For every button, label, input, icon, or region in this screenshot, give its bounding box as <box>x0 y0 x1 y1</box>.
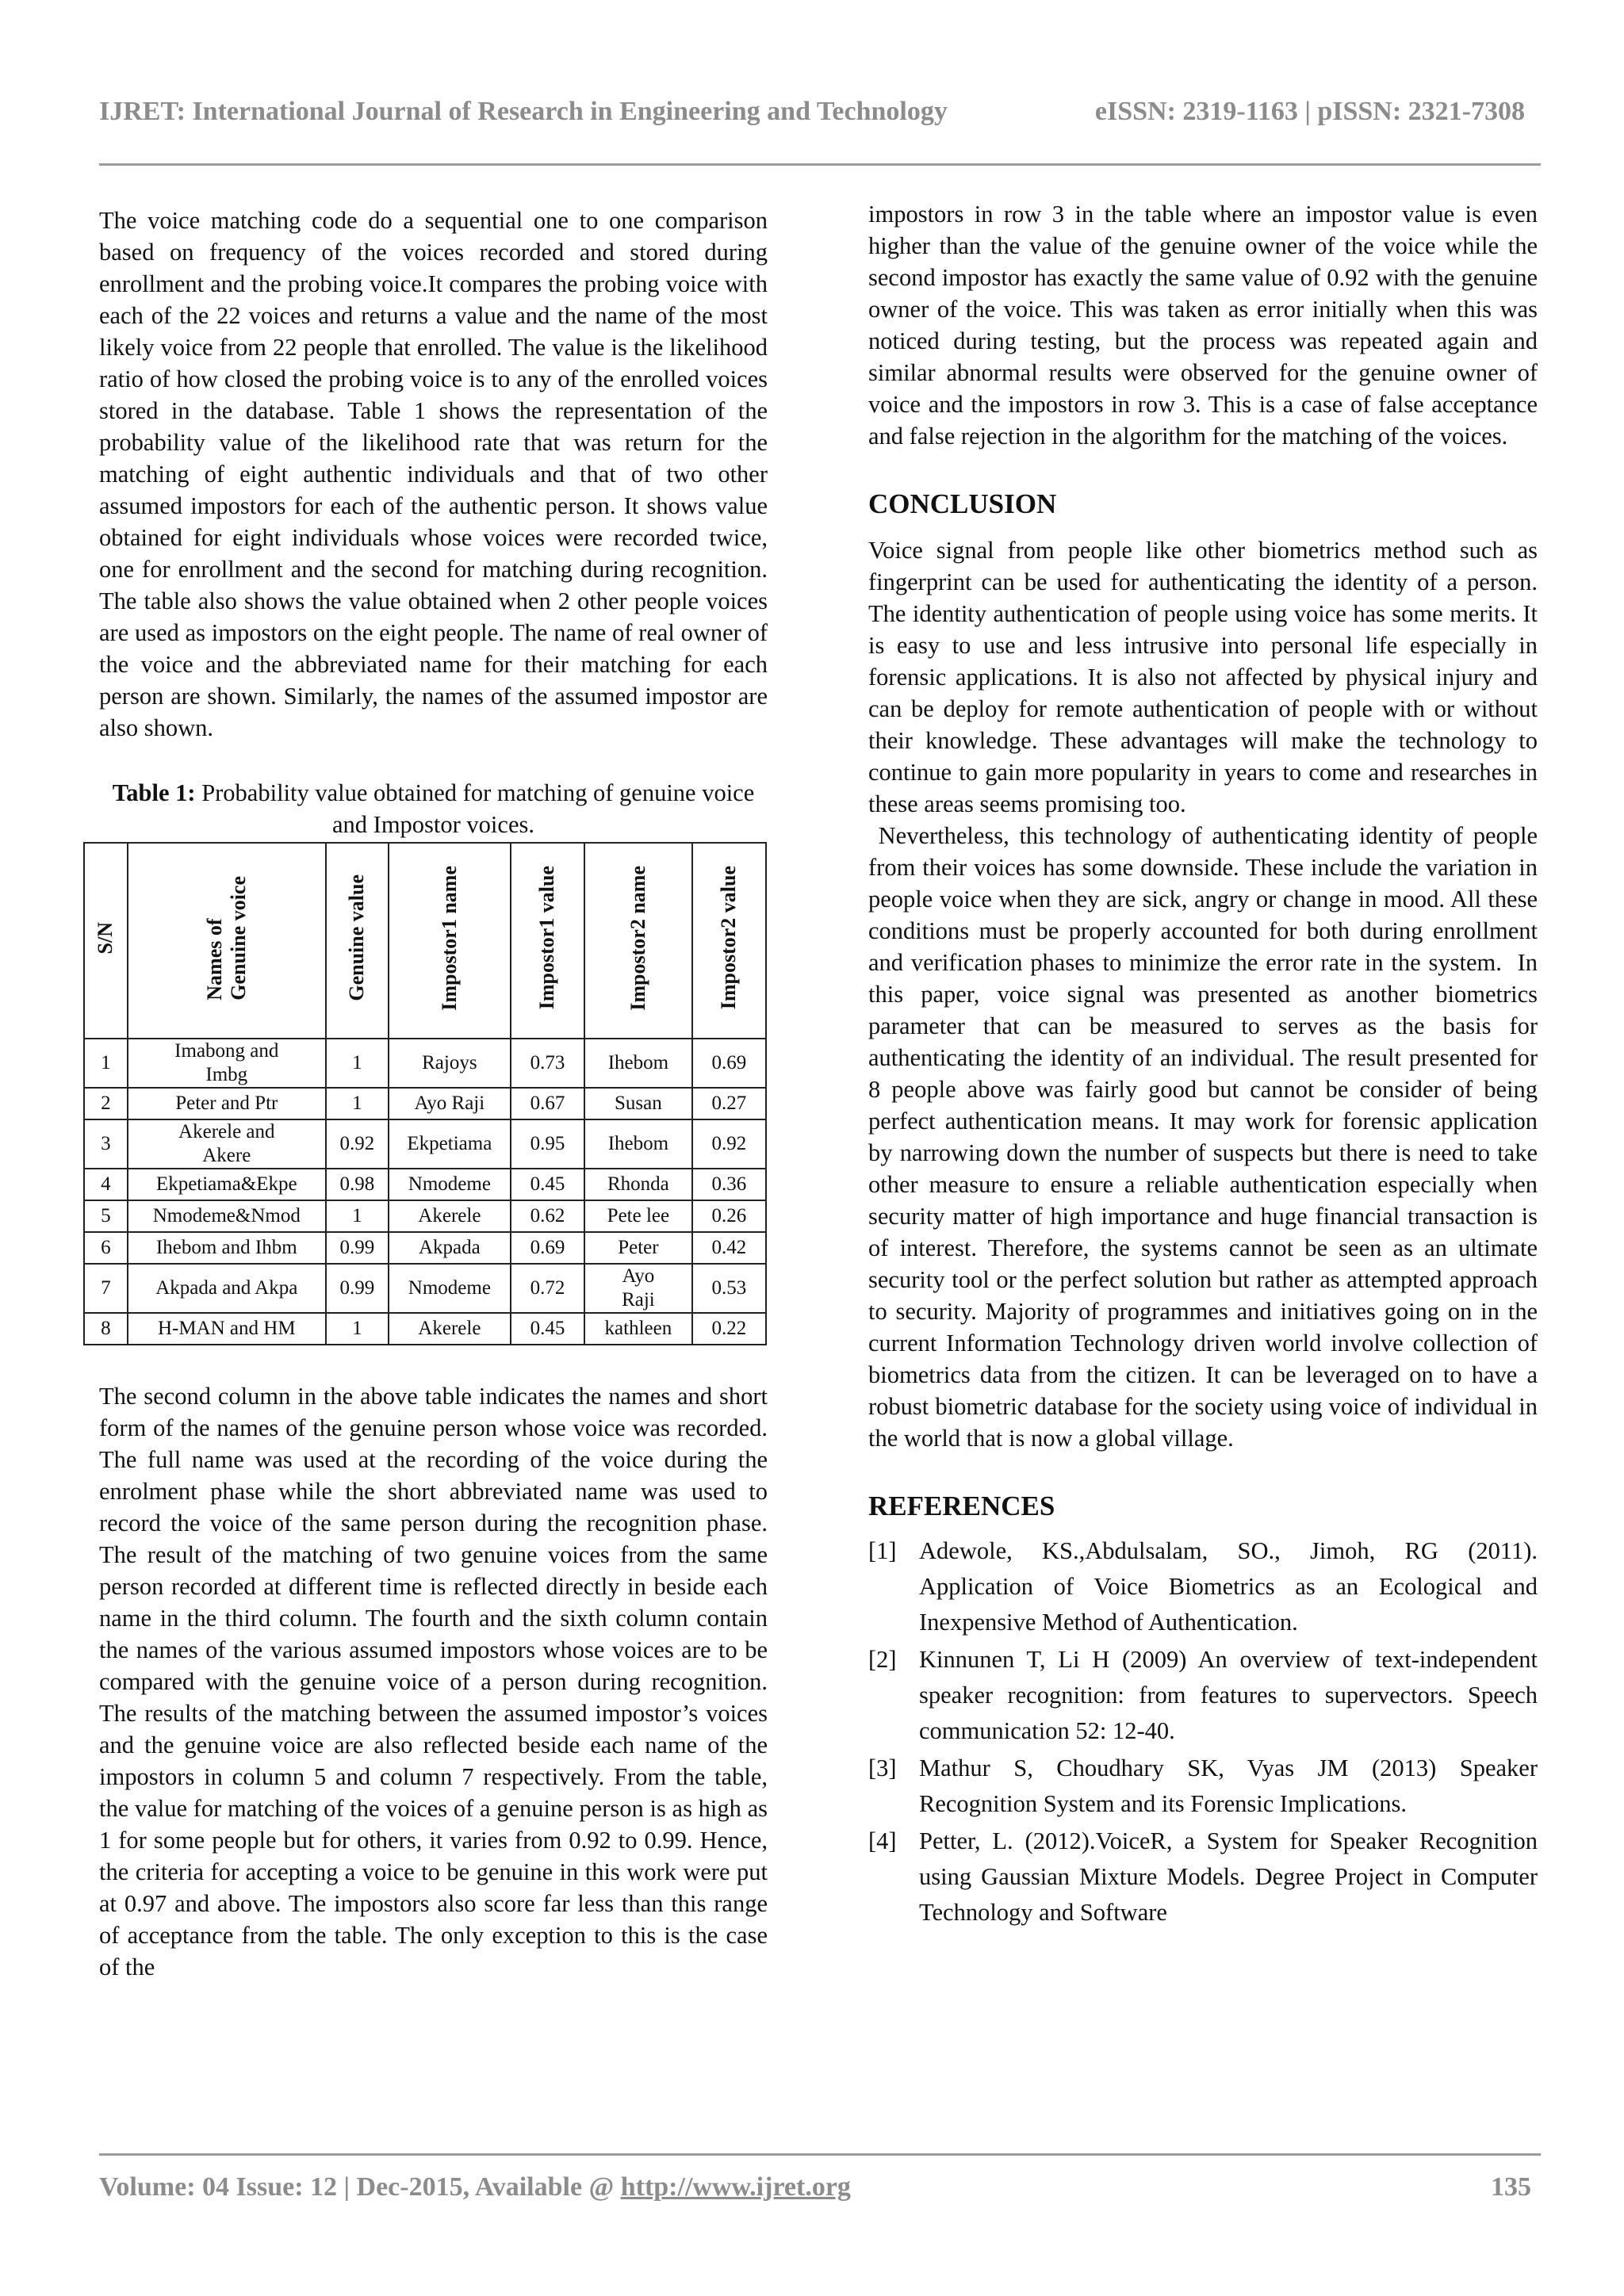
reference-number: [4] <box>868 1827 897 1854</box>
cell-genuine-name: Ihebom and Ihbm <box>128 1232 326 1264</box>
reference-item <box>868 1533 1538 1640</box>
reference-item <box>868 1823 1538 1931</box>
cell-impostor1-value: 0.95 <box>511 1119 584 1169</box>
cell-impostor2-value: 0.27 <box>692 1088 766 1119</box>
cell-impostor2-value: 0.42 <box>692 1232 766 1264</box>
cell-impostor2-name: Ihebom <box>584 1119 692 1169</box>
cell-impostor1-value: 0.72 <box>511 1264 584 1313</box>
cell-impostor2-value: 0.26 <box>692 1200 766 1232</box>
cell-genuine-value: 1 <box>326 1039 389 1088</box>
cell-impostor1-value: 0.45 <box>511 1169 584 1200</box>
reference-text: Kinnunen T, Li H (2009) An overview of text-independent speaker recognition: from features to supervectors. Speech communication 52: 12-40. <box>919 1646 1538 1744</box>
cell-genuine-name: Imabong and Imbg <box>128 1039 326 1088</box>
cell-genuine-name: Peter and Ptr <box>128 1088 326 1119</box>
cell-sn: 7 <box>84 1264 128 1313</box>
reference-text: Petter, L. (2012).VoiceR, a System for Speaker Recognition using Gaussian Mixture Models. Degree Project in Computer Technology and Software <box>919 1827 1538 1926</box>
table-row <box>84 1232 766 1264</box>
journal-link[interactable]: http://www.ijret.org <box>620 2172 851 2202</box>
conclusion-paragraph: Voice signal from people like other biometrics method such as fingerprint can be used for authenticating the identity of a person. The identity authentication of people using voice has some merits. It is easy to use and less intrusive into personal life especially in forensic applications. It is also not affected by physical injury and can be deploy for remote authentication of people with or without their knowledge. These advantages will make the technology to continue to gain more popularity in years to come and researches in these areas seems promising too. <box>868 537 1538 817</box>
cell-impostor2-value: 0.53 <box>692 1264 766 1313</box>
references-heading: REFERENCES <box>868 1490 1055 1521</box>
header-sn: S/N <box>84 843 128 1039</box>
cell-genuine-value: 0.92 <box>326 1119 389 1169</box>
cell-impostor2-name: Peter <box>584 1232 692 1264</box>
table-row <box>84 1088 766 1119</box>
cell-genuine-name: Akerele and Akere <box>128 1119 326 1169</box>
body-paragraph: impostors in row 3 in the table where an impostor value is even higher than the value of the genuine owner of the voice while the second impostor has exactly the same value of 0.92 with the genuine owner of the voice. This was taken as error initially when this was noticed during testing, but the process was repeated again and similar abnormal results were observed for the genuine owner of voice and the impostors in row 3. This is a case of false acceptance and false rejection in the algorithm for the matching of the voices. <box>868 201 1538 450</box>
conclusion-paragraph: Nevertheless, this technology of authenticating identity of people from their voices has some downside. These include the variation in people voice when they are sick, angry or change in mood. All these conditions must be properly accounted for both during enrollment and verification phases to minimize the error rate in the system. In this paper, voice signal was presented as another biometrics parameter that can be measured to serves as the basis for authenticating the identity of an individual. The result presented for 8 people above was fairly good but cannot be consider of being perfect authentication means. It may work for forensic application by narrowing down the number of suspects but there is need to take other measure to ensure a reliable authentication especially when security matter of high importance and huge financial transaction is of interest. Therefore, the systems cannot be seen as an ultimate security tool or the perfect solution but rather as attempted approach to security. Majority of programmes and initiatives going on in the current Information Technology driven world involve collection of biometrics data from the citizen. It can be leveraged on to have a robust biometric database for the society using voice of individual in the world that is now a global village. <box>868 822 1544 1452</box>
reference-number: [1] <box>868 1537 897 1564</box>
references-list <box>868 1533 1538 1931</box>
cell-impostor1-name: Akpada <box>389 1232 511 1264</box>
cell-impostor1-name: Ekpetiama <box>389 1119 511 1169</box>
reference-item <box>868 1751 1538 1822</box>
table-body <box>84 1039 766 1345</box>
cell-impostor1-name: Akerele <box>389 1313 511 1345</box>
body-paragraph: The voice matching code do a sequential one to one comparison based on frequency of the voices recorded and stored during enrollment and the probing voice.It compares the probing voice with each of the 22 voices and returns a value and the name of the most likely voice from 22 people that enrolled. The value is the likelihood ratio of how closed the probing voice is to any of the enrolled voices stored in the database. Table 1 shows the representation of the probability value of the likelihood rate that was return for the matching of eight authentic individuals and that of two other assumed impostors for each of the authentic person. It shows value obtained for eight individuals whose voices were recorded twice, one for enrollment and the second for matching during recognition. The table also shows the value obtained when 2 other people voices are used as impostors on the eight people. The name of real owner of the voice and the abbreviated name for their matching for each person are shown. Similarly, the names of the assumed impostor are also shown. <box>99 207 768 741</box>
issn-text: eISSN: 2319-1163 | pISSN: 2321-7308 <box>1094 97 1525 126</box>
cell-impostor1-name: Nmodeme <box>389 1264 511 1313</box>
header-impostor1-name: Impostor1 name <box>389 843 511 1039</box>
cell-impostor2-name: Pete lee <box>584 1200 692 1232</box>
table-caption-text: Probability value obtained for matching of genuine voice and Impostor voices. <box>195 779 755 838</box>
right-column <box>868 198 1544 1931</box>
cell-sn: 1 <box>84 1039 128 1088</box>
cell-genuine-value: 0.99 <box>326 1232 389 1264</box>
cell-genuine-name: Akpada and Akpa <box>128 1264 326 1313</box>
running-footer <box>99 2172 1531 2202</box>
cell-impostor2-value: 0.22 <box>692 1313 766 1345</box>
cell-genuine-value: 0.98 <box>326 1169 389 1200</box>
cell-impostor2-name: Rhonda <box>584 1169 692 1200</box>
footer-rule <box>99 2153 1541 2156</box>
header-rule <box>99 163 1541 166</box>
cell-sn: 2 <box>84 1088 128 1119</box>
reference-number: [3] <box>868 1755 897 1781</box>
cell-genuine-name: H-MAN and HM <box>128 1313 326 1345</box>
cell-impostor1-name: Ayo Raji <box>389 1088 511 1119</box>
cell-sn: 6 <box>84 1232 128 1264</box>
reference-text: Mathur S, Choudhary SK, Vyas JM (2013) Speaker Recognition System and its Forensic Implications. <box>919 1755 1538 1817</box>
cell-impostor2-value: 0.36 <box>692 1169 766 1200</box>
cell-impostor1-name: Rajoys <box>389 1039 511 1088</box>
cell-impostor2-name: Ihebom <box>584 1039 692 1088</box>
body-paragraph: The second column in the above table indicates the names and short form of the names of the genuine person whose voice was recorded. The full name was used at the recording of the voice during the enrolment phase while the short abbreviated name was used to record the voice of the same person during the recognition phase. The result of the matching of two genuine voices from the same person recorded at different time is reflected directly in beside each name in the third column. The fourth and the sixth column contain the names of the various assumed impostors whose voices are to be compared with the genuine voice of a person during recognition. The results of the matching between the assumed impostor’s voices and the genuine voice are also reflected beside each name of the impostors in column 5 and column 7 respectively. From the table, the value for matching of the voices of a genuine person is as high as 1 for some people but for others, it varies from 0.92 to 0.99. Hence, the criteria for accepting a voice to be genuine in this work were put at 0.97 and above. The impostors also score far less than this range of acceptance from the table. The only exception to this is the case of the <box>99 1383 768 1980</box>
cell-impostor2-name: Ayo Raji <box>584 1264 692 1313</box>
cell-genuine-value: 1 <box>326 1088 389 1119</box>
cell-impostor2-name: kathleen <box>584 1313 692 1345</box>
page-number: 135 <box>1491 2172 1531 2202</box>
volume-info: Volume: 04 Issue: 12 | Dec-2015, Available @ http://www.ijret.org <box>99 2172 851 2202</box>
table-row <box>84 1039 766 1088</box>
header-genuine-value: Genuine value <box>326 843 389 1039</box>
table-row <box>84 1313 766 1345</box>
journal-title: IJRET: International Journal of Research in Engineering and Technology <box>99 97 948 126</box>
cell-genuine-value: 0.99 <box>326 1264 389 1313</box>
table-row <box>84 1200 766 1232</box>
cell-sn: 5 <box>84 1200 128 1232</box>
header-genuine-name: Names of Genuine voice <box>128 843 326 1039</box>
table-row <box>84 1119 766 1169</box>
reference-number: [2] <box>868 1646 897 1673</box>
cell-genuine-value: 1 <box>326 1200 389 1232</box>
table-row <box>84 1264 766 1313</box>
cell-impostor1-value: 0.45 <box>511 1313 584 1345</box>
conclusion-heading: CONCLUSION <box>868 488 1057 519</box>
cell-genuine-name: Nmodeme&Nmod <box>128 1200 326 1232</box>
cell-impostor1-value: 0.67 <box>511 1088 584 1119</box>
header-impostor1-value: Impostor1 value <box>511 843 584 1039</box>
cell-sn: 3 <box>84 1119 128 1169</box>
running-header <box>99 97 1525 127</box>
cell-impostor2-value: 0.69 <box>692 1039 766 1088</box>
left-column <box>94 205 768 1983</box>
table-caption-label: Table 1: <box>112 779 196 806</box>
cell-impostor1-value: 0.73 <box>511 1039 584 1088</box>
cell-impostor1-name: Akerele <box>389 1200 511 1232</box>
table-row <box>84 1169 766 1200</box>
header-impostor2-name: Impostor2 name <box>584 843 692 1039</box>
cell-sn: 8 <box>84 1313 128 1345</box>
cell-genuine-value: 1 <box>326 1313 389 1345</box>
header-impostor2-value: Impostor2 value <box>692 843 766 1039</box>
cell-impostor1-value: 0.69 <box>511 1232 584 1264</box>
cell-impostor2-name: Susan <box>584 1088 692 1119</box>
reference-item <box>868 1642 1538 1749</box>
cell-sn: 4 <box>84 1169 128 1200</box>
cell-genuine-name: Ekpetiama&Ekpe <box>128 1169 326 1200</box>
table-header-row <box>84 843 766 1039</box>
table-caption <box>99 777 768 840</box>
cell-impostor1-name: Nmodeme <box>389 1169 511 1200</box>
reference-text: Adewole, KS.,Abdulsalam, SO., Jimoh, RG (2011). Application of Voice Biometrics as an Ecological and Inexpensive Method of Authentication. <box>919 1537 1538 1636</box>
cell-impostor1-value: 0.62 <box>511 1200 584 1232</box>
results-table <box>83 842 767 1345</box>
cell-impostor2-value: 0.92 <box>692 1119 766 1169</box>
